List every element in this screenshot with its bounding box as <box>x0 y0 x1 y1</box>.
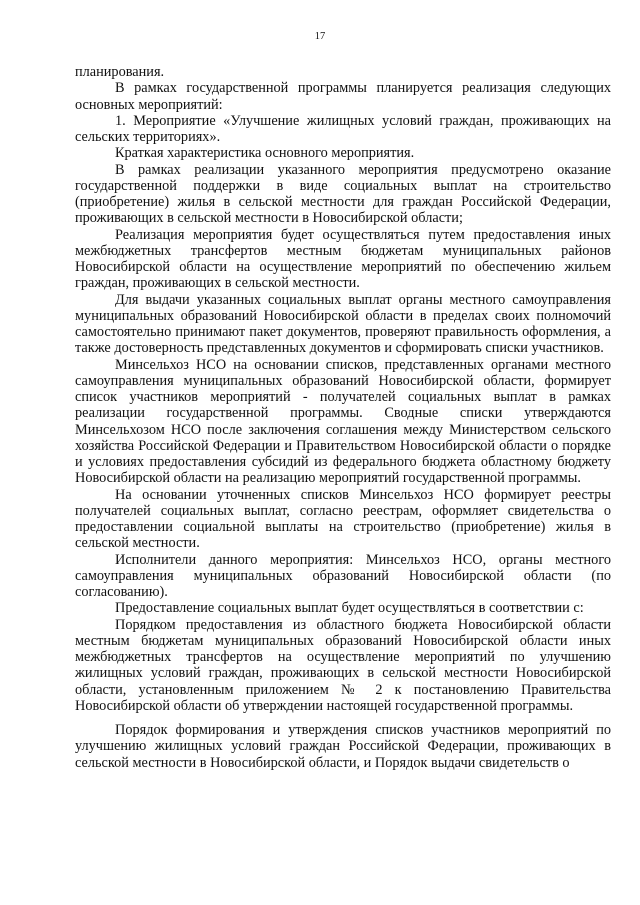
paragraph-state-support: В рамках реализации указанного мероприятия предусмотрено оказание государственной поддержки в виде социальных выплат на строительство (приобретение) жилья в сельской местности для граждан Российской Федерации, проживающих в сельской местности в Новосибирской области; <box>75 161 611 227</box>
paragraph-local-authorities: Для выдачи указанных социальных выплат органы местного самоуправления муниципальных образований Новосибирской области в пределах своих полномочий самостоятельно принимают пакет документов, проверяют правильность оформления, а также достоверность представленных документов и сформировать списки участников. <box>75 291 611 357</box>
paragraph-activity-1-title: 1. Мероприятие «Улучшение жилищных условий граждан, проживающих на сельских территориях». <box>75 112 611 145</box>
paragraph-planning-continuation: планирования. <box>75 64 165 80</box>
document-body <box>75 64 611 771</box>
paragraph-participant-lists: Минсельхоз НСО на основании списков, представленных органами местного самоуправления муниципальных образований Новосибирской области, формирует список участников мероприятий - получателей социальных выплат в рамках реализации государственной программы. Сводные списки утверждаются Минсельхозом НСО после заключения соглашения между Министерством сельского хозяйства Российской Федерации и Правительством Новосибирской области о порядке и условиях предоставления субсидий из федерального бюджета областному бюджету Новосибирской области на реализацию мероприятий государственной программы. <box>75 356 611 487</box>
paragraph-executors: Исполнители данного мероприятия: Минсельхоз НСО, органы местного самоуправления муниципальных образований Новосибирской области (по согласованию). <box>75 551 611 600</box>
page-number: 17 <box>314 31 326 42</box>
paragraph-list-formation-procedure: Порядок формирования и утверждения списков участников мероприятий по улучшению жилищных условий граждан Российской Федерации, проживающих в сельской местности в Новосибирской области, и Порядок выдачи свидетельств о <box>75 722 611 771</box>
paragraph-registries: На основании уточненных списков Минсельхоз НСО формирует реестры получателей социальных выплат, согласно реестрам, оформляет свидетельства о предоставлении социальной выплаты на строительство (приобретение) жилья в сельской местности. <box>75 486 611 552</box>
paragraph-procedure-regional-budget: Порядком предоставления из областного бюджета Новосибирской области местным бюджетам муниципальных образований Новосибирской области иных межбюджетных трансфертов на осуществление мероприятий по улучшению жилищных условий граждан, проживающих в сельской местности Новосибирской области, установленным приложением № 2 к постановлению Правительства Новосибирской области об утверждении настоящей государственной программы. <box>75 616 611 714</box>
paragraph-activity-summary-heading: Краткая характеристика основного мероприятия. <box>115 145 415 162</box>
paragraph-interbudget-transfers: Реализация мероприятия будет осуществляться путем предоставления иных межбюджетных трансфертов местным бюджетам муниципальных районов Новосибирской области на осуществление мероприятий по обеспечению жильем граждан, проживающих в сельской местности. <box>75 226 611 292</box>
paragraph-program-activities-intro: В рамках государственной программы планируется реализация следующих основных мероприятий: <box>75 80 611 113</box>
paragraph-payments-basis: Предоставление социальных выплат будет осуществляться в соответствии с: <box>115 600 584 617</box>
